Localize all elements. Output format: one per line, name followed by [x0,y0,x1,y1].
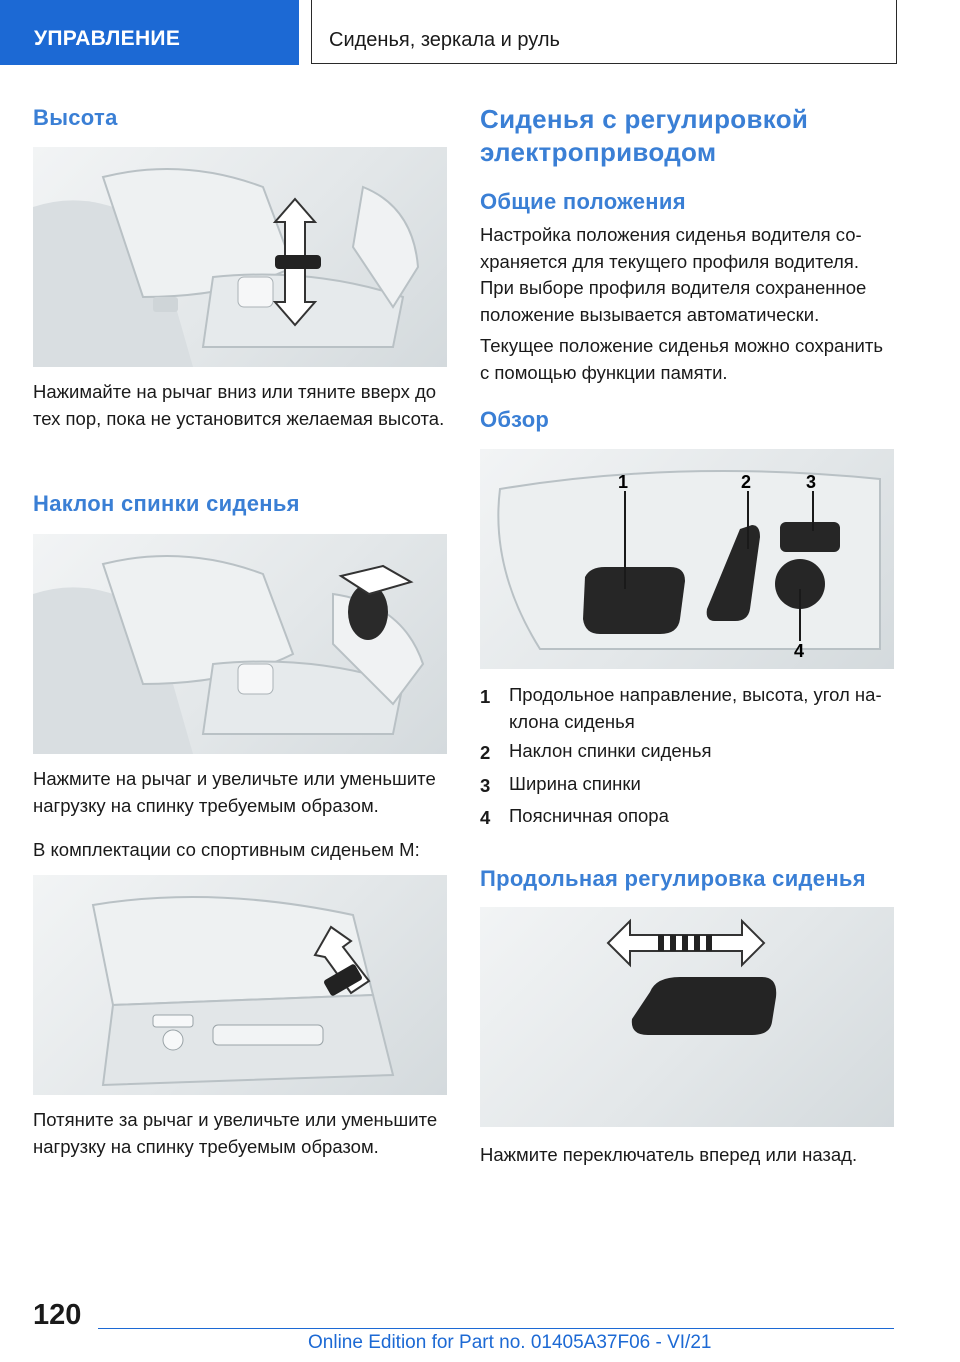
list-item-text: Ширина спинки [509,773,641,794]
list-item-number: 1 [480,686,491,707]
list-item-text: Наклон спинки сиденья [509,740,712,761]
general-text-2: Текущее положение сиденья можно сохранить с помощью функции памяти. [480,335,883,383]
callout-3: 3 [806,472,817,492]
electric-seats-heading: Сиденья с регулировкой электроприводом [480,104,809,167]
longitudinal-figure [480,907,894,1127]
chapter-box [311,0,897,64]
backrest-text-3: Потяните за рычаг и увеличьте или уменьшите нагрузку на спинку требуемым образом. [33,1109,438,1157]
section-title: УПРАВЛЕНИЕ [34,27,181,50]
callout-1: 1 [618,472,629,492]
backrest-text-1: Нажмите на рычаг и увеличьте или уменьшите нагрузку на спинку требуемым образом. [33,768,436,816]
backrest-text-2: В комплектации со спортивным сиденьем M: [33,839,420,860]
section-tab [0,0,299,65]
backrest-figure [33,534,447,754]
height-text: Нажимайте на рычаг вниз или тяните вверх до тех пор, пока не установится желаемая высота. [33,381,445,429]
list-item-text: Продольное направление, высота, угол наклона сиденья [509,684,882,732]
callout-2: 2 [741,472,752,492]
overview-heading: Обзор [480,407,550,432]
longitudinal-heading: Продольная регулировка сиденья [480,866,866,891]
callout-4: 4 [794,641,805,661]
edition-footer: Online Edition for Part no. 01405A37F06 - VI/21 [308,1332,712,1353]
list-item-text: Поясничная опора [509,805,669,826]
general-heading: Общие положения [480,189,686,214]
backrest-heading: Наклон спинки сиденья [33,491,300,516]
footer-rule [98,1328,894,1329]
list-item-number: 2 [480,742,491,763]
general-text-1: Настройка положения сиденья водителя сохраняется для текущего профиля водителя. При выборе профиля водителя сохраненное положение вызывается автоматически. [480,224,867,325]
list-item-number: 4 [480,807,491,828]
sport-seat-figure [33,875,447,1095]
longitudinal-text: Нажмите переключатель вперед или назад. [480,1144,858,1165]
list-item-number: 3 [480,775,491,796]
seat-height-figure [33,147,447,367]
chapter-title: Сиденья, зеркала и руль [329,29,560,51]
height-heading: Высота [33,105,118,130]
seat-controls-figure [480,449,894,669]
page-number: 120 [33,1299,82,1331]
